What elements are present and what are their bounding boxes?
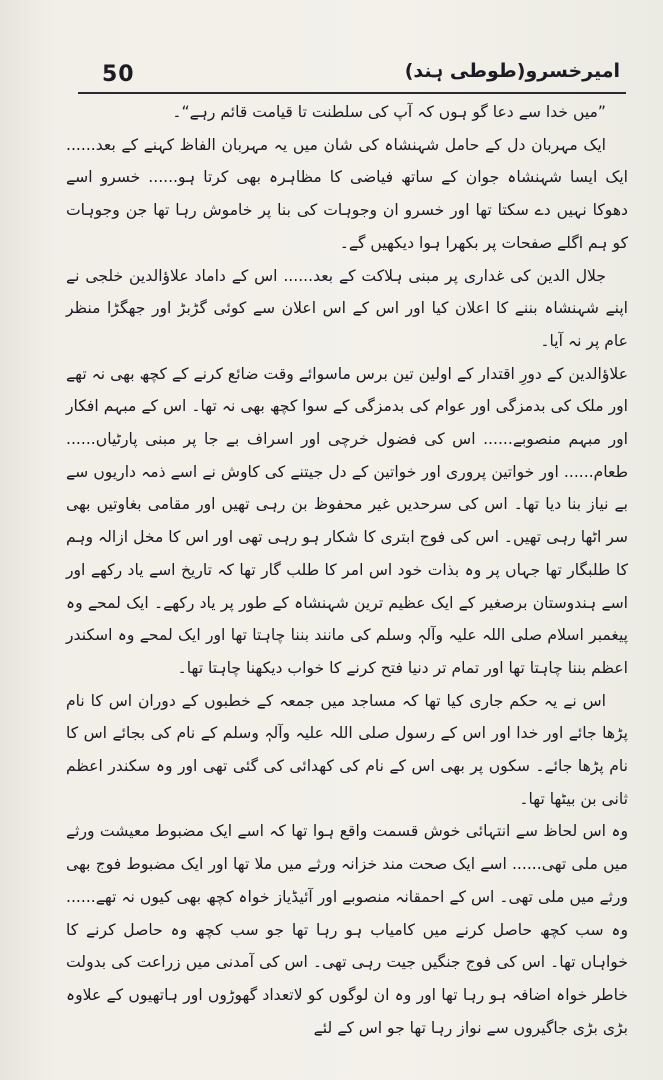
paragraph-friday-sermon-order: اس نے یہ حکم جاری کیا تھا کہ مساجد میں جمعہ کے خطبوں کے دوران اس کا نام پڑھا جائے اور خدا اور اس کے رسول صلی اللہ علیہ وآلہٖ وسلم کے نام کی بجائے اس کا نام پڑھا جائے۔ سکوں پر بھی اس کے نام کی کھدائی کی گئی تھی اور وہ سکندر اعظم ثانی بن بیٹھا تھا۔ bbox=[66, 691, 628, 808]
body-text bbox=[66, 96, 628, 1044]
page-header bbox=[78, 60, 626, 92]
header-rule bbox=[78, 92, 626, 94]
paragraph-khusrau-silence: ایک مہربان دل کے حامل شہنشاہ کی شان میں یہ مہربان الفاظ کہنے کے بعد...... ایک ایسا شہنشاہ جوان کے ساتھ فیاضی کا مظاہرہ بھی کرتا ہو...... خسرو اسے دھوکا نہیں دے سکتا تھا اور خسرو ان وجوہات کی بنا پر خاموش رہا تھا جن وجوہات کو ہم اگلے صفحات پر بکھرا ہوا دیکھیں گے۔ bbox=[66, 135, 628, 252]
page-number: 50 bbox=[102, 62, 135, 87]
paragraph-alauddin-accession: جلال الدین کی غداری پر مبنی ہلاکت کے بعد...... اس کے داماد علاؤالدین خلجی نے اپنے شہنشاہ بننے کا اعلان کیا اور اس کے اس اعلان سے کوئی گڑبڑ اور جھگڑا منظر عام پر نہ آیا۔ bbox=[66, 266, 628, 350]
paragraph-prayer-quote: ”میں خدا سے دعا گو ہوں کہ آپ کی سلطنت تا قیامت قائم رہے“۔ bbox=[172, 103, 606, 121]
paragraph-early-reign: علاؤالدین کے دورِ اقتدار کے اولین تین برس ماسوائے وقت ضائع کرنے کے کچھ بھی نہ تھے اور ملک کی بدمزگی اور عوام کی بدمزگی کے سوا کچھ بھی نہ تھا۔ اس کے مبہم افکار اور مبہم منصوبے...... اس کی فضول خرچی اور اسراف بے جا پر مبنی پارٹیاں...... طعام...... اور خواتین پروری اور خواتین کے دل جیتنے کی کاوش نے اسے ذمہ داریوں سے بے نیاز بنا دیا تھا۔ اس کی سرحدیں غیر محفوظ بن رہی تھیں اور مقامی بغاوتیں بھی سر اٹھا رہی تھیں۔ اس کی فوج ابتری کا شکار ہو رہی تھی اور اس کا مخل ازالہ وہم کا طلبگار تھا جہاں پر وہ بذات خود اس امر کا طلب گار تھا کہ تاریخ اسے یاد رکھے اور اسے ہندوستان برصغیر کے ایک عظیم ترین شہنشاہ کے طور پر یاد رکھے۔ ایک لمحے وہ پیغمبر اسلام صلی اللہ علیہ وآلہٖ وسلم کی مانند بننا چاہتا تھا اور ایک لمحے وہ اسکندر اعظم بننا چاہتا تھا اور تمام تر دنیا فتح کرنے کا خواب دیکھنا چاہتا تھا۔ bbox=[66, 364, 628, 677]
paragraph-inheritance: وہ اس لحاظ سے انتہائی خوش قسمت واقع ہوا تھا کہ اسے ایک مضبوط معیشت ورثے میں ملی تھی...... اسے ایک صحت مند خزانہ ورثے میں ملا تھا اور ایک مضبوط فوج بھی ورثے میں ملی تھی۔ اس کے احمقانہ منصوبے اور آئیڈیاز خواہ کچھ بھی کیوں نہ تھے...... وہ سب کچھ حاصل کرنے میں کامیاب ہو رہا تھا جو سب کچھ وہ حاصل کرنے کا خواہاں تھا۔ اس کی فوج جنگیں جیت رہی تھی۔ اس کی آمدنی میں زراعت کی بدولت خاطر خواہ اضافہ ہو رہا تھا اور وہ ان لوگوں کو لاتعداد گھوڑوں اور ہاتھیوں کے علاوہ بڑی بڑی جاگیروں سے نواز رہا تھا جو اس کے لئے bbox=[66, 822, 628, 1037]
running-title: امیرخسرو(طوطی ہند) bbox=[404, 60, 620, 82]
